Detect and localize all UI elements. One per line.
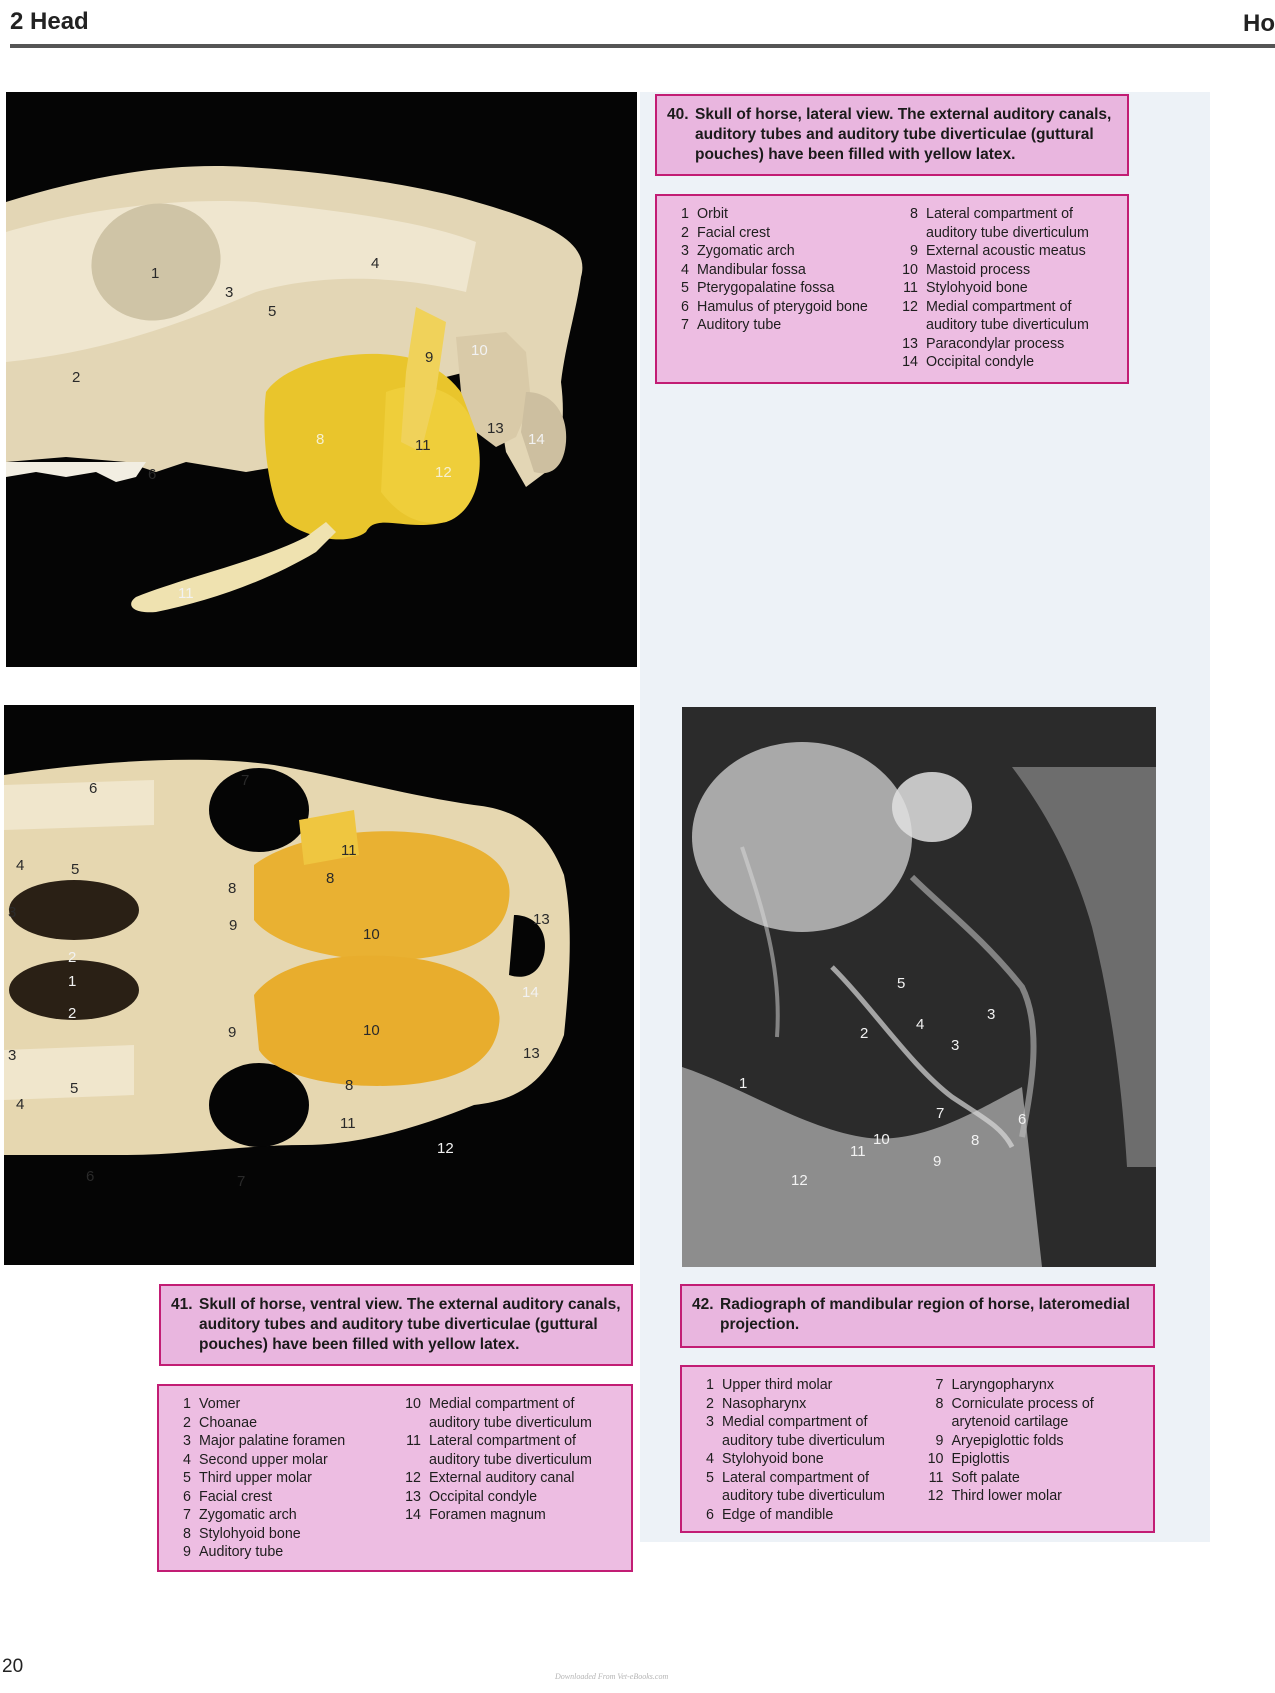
fig41-label: 1 xyxy=(68,973,77,990)
legend-text: Mastoid process xyxy=(926,261,1031,278)
fig41-label: 10 xyxy=(363,1022,380,1039)
legend-number: 14 xyxy=(405,1507,421,1523)
legend-text: Choanae xyxy=(199,1414,258,1431)
legend-text: Epiglottis xyxy=(951,1451,1010,1467)
legend-column xyxy=(892,205,1121,376)
fig41-label: 6 xyxy=(86,1168,95,1185)
legend-text: Hamulus of pterygoid bone xyxy=(697,298,868,315)
legend-number: 1 xyxy=(706,1377,714,1393)
legend-item xyxy=(688,1413,918,1450)
fig41-label: 5 xyxy=(70,1080,79,1097)
fig41-label: 11 xyxy=(340,1115,356,1132)
skull-ventral-illustration xyxy=(4,705,634,1265)
legend-item xyxy=(688,1506,918,1525)
fig42-label: 3 xyxy=(951,1037,960,1054)
running-head: Ho xyxy=(1243,10,1275,37)
fig40-label: 3 xyxy=(225,284,234,301)
legend-item xyxy=(395,1395,625,1432)
footer-watermark: Downloaded From Vet-eBooks.com xyxy=(555,1672,669,1681)
legend-text: Auditory tube xyxy=(697,317,782,333)
legend-number: 9 xyxy=(935,1432,944,1449)
fig41-label: 8 xyxy=(345,1077,354,1094)
legend-text: Third lower molar xyxy=(951,1488,1062,1504)
legend-number: 8 xyxy=(935,1395,944,1412)
skull-lateral-illustration xyxy=(6,92,637,667)
fig41-label: 8 xyxy=(326,870,335,887)
legend-text: Paracondylar process xyxy=(926,335,1065,352)
legend-text: Medial compartment of auditory tube diverticulum xyxy=(429,1396,592,1431)
page-header xyxy=(10,8,1275,48)
chapter-title: 2 Head xyxy=(10,8,89,35)
fig41-label: 7 xyxy=(241,772,250,789)
legend-number: 14 xyxy=(902,354,918,370)
legend-item xyxy=(663,298,892,317)
legend-number: 10 xyxy=(902,261,918,278)
legend-text: Facial crest xyxy=(697,224,771,241)
legend-column xyxy=(688,1376,918,1525)
legend-item xyxy=(918,1450,1148,1469)
legend-column xyxy=(395,1395,625,1564)
legend-text: Occipital condyle xyxy=(926,354,1035,370)
legend-item xyxy=(892,261,1121,280)
fig40-label: 12 xyxy=(435,464,452,481)
fig42-label: 1 xyxy=(739,1075,748,1092)
figure-number: 40. xyxy=(667,106,689,123)
legend-text: Edge of mandible xyxy=(722,1506,834,1523)
fig41-label: 13 xyxy=(533,911,550,928)
fig41-label: 10 xyxy=(363,926,380,943)
legend-item xyxy=(663,205,892,224)
fig42-label: 8 xyxy=(971,1132,980,1149)
fig40-label: 13 xyxy=(487,420,504,437)
fig41-label: 3 xyxy=(8,904,17,921)
fig41-label: 2 xyxy=(68,1005,77,1022)
fig40-label: 11 xyxy=(178,585,194,602)
legend-item xyxy=(165,1488,395,1507)
legend-text: Stylohyoid bone xyxy=(926,280,1028,296)
fig41-label: 9 xyxy=(228,1024,237,1041)
legend-text: Nasopharynx xyxy=(722,1395,807,1412)
legend-item xyxy=(918,1432,1148,1451)
fig40-label: 10 xyxy=(471,342,488,359)
legend-item xyxy=(663,316,892,335)
fig40-label: 8 xyxy=(316,431,325,448)
figure-42-caption-box xyxy=(680,1284,1155,1348)
legend-item xyxy=(892,335,1121,354)
legend-number: 11 xyxy=(928,1469,944,1486)
legend-number: 5 xyxy=(183,1470,191,1486)
legend-number: 7 xyxy=(183,1507,191,1523)
fig42-label: 3 xyxy=(987,1006,996,1023)
figure-41-caption xyxy=(171,1295,621,1355)
legend-number: 8 xyxy=(183,1525,191,1542)
legend-item xyxy=(395,1432,625,1469)
legend-text: Zygomatic arch xyxy=(199,1507,297,1523)
legend-number: 11 xyxy=(903,280,918,296)
legend-item xyxy=(918,1376,1148,1395)
legend-number: 4 xyxy=(183,1451,191,1468)
legend-item xyxy=(663,242,892,261)
fig40-label: 9 xyxy=(425,349,434,366)
fig41-label: 9 xyxy=(229,917,238,934)
legend-text: Lateral compartment of auditory tube diverticulum xyxy=(429,1433,592,1468)
legend-text: Corniculate process of arytenoid cartilage xyxy=(951,1395,1094,1430)
fig41-label: 12 xyxy=(437,1140,454,1157)
legend-item xyxy=(663,279,892,298)
caption-text: Skull of horse, lateral view. The external auditory canals, auditory tubes and auditory tube diverticulae (guttural pouches) have been filled with yellow latex. xyxy=(695,106,1112,163)
legend-item xyxy=(918,1395,1148,1432)
legend-text: Vomer xyxy=(199,1396,241,1412)
legend-text: Orbit xyxy=(697,206,728,222)
fig40-label: 4 xyxy=(371,255,380,272)
figure-40-caption-box xyxy=(655,94,1129,176)
fig41-label: 5 xyxy=(71,861,80,878)
fig41-label: 8 xyxy=(228,880,237,897)
fig42-label: 12 xyxy=(791,1172,808,1189)
legend-text: Soft palate xyxy=(951,1469,1020,1486)
legend-number: 7 xyxy=(681,317,689,333)
figure-40-photo xyxy=(6,92,637,667)
figure-41-legend xyxy=(157,1384,633,1572)
fig40-label: 2 xyxy=(72,369,81,386)
legend-text: Zygomatic arch xyxy=(697,243,795,259)
figure-42-radiograph xyxy=(682,707,1156,1267)
legend-item xyxy=(688,1469,918,1506)
fig41-label: 6 xyxy=(89,780,98,797)
legend-text: Foramen magnum xyxy=(429,1507,546,1523)
fig41-label: 7 xyxy=(237,1173,246,1190)
legend-number: 6 xyxy=(681,298,689,315)
legend-text: Facial crest xyxy=(199,1488,273,1505)
legend-column xyxy=(165,1395,395,1564)
legend-item xyxy=(918,1487,1148,1506)
fig40-label: 1 xyxy=(151,265,160,282)
legend-text: Aryepiglottic folds xyxy=(951,1432,1064,1449)
legend-item xyxy=(688,1395,918,1414)
legend-number: 3 xyxy=(681,243,689,259)
fig41-label: 13 xyxy=(523,1045,540,1062)
figure-42-legend xyxy=(680,1365,1155,1533)
legend-text: External acoustic meatus xyxy=(926,243,1086,259)
fig42-label: 4 xyxy=(916,1016,925,1033)
fig41-label: 2 xyxy=(68,949,77,966)
fig42-label: 10 xyxy=(873,1131,890,1148)
legend-number: 3 xyxy=(183,1433,191,1449)
legend-item xyxy=(688,1450,918,1469)
fig42-label: 5 xyxy=(897,975,906,992)
legend-number: 13 xyxy=(405,1488,421,1505)
legend-item xyxy=(688,1376,918,1395)
figure-42-caption xyxy=(692,1295,1143,1335)
legend-item xyxy=(165,1395,395,1414)
fig42-label: 9 xyxy=(933,1153,942,1170)
legend-item xyxy=(892,353,1121,372)
figure-number: 42. xyxy=(692,1296,714,1313)
fig41-label: 4 xyxy=(16,857,25,874)
legend-number: 7 xyxy=(935,1377,944,1393)
legend-number: 13 xyxy=(902,335,918,352)
figure-40-legend xyxy=(655,194,1129,384)
fig42-label: 11 xyxy=(850,1143,866,1160)
legend-number: 5 xyxy=(706,1469,714,1486)
legend-text: Upper third molar xyxy=(722,1377,833,1393)
legend-number: 10 xyxy=(405,1396,421,1412)
caption-text: Radiograph of mandibular region of horse, lateromedial projection. xyxy=(720,1296,1130,1333)
legend-number: 12 xyxy=(902,298,918,315)
fig41-label: 11 xyxy=(341,842,357,859)
legend-number: 6 xyxy=(706,1506,714,1523)
legend-number: 10 xyxy=(927,1451,944,1467)
legend-column xyxy=(918,1376,1148,1525)
legend-text: Auditory tube xyxy=(199,1544,284,1560)
fig42-label: 7 xyxy=(936,1105,945,1122)
legend-column xyxy=(663,205,892,376)
caption-text: Skull of horse, ventral view. The external auditory canals, auditory tubes and auditory tube diverticulae (guttural pouches) have been filled with yellow latex. xyxy=(199,1296,621,1353)
legend-text: Major palatine foramen xyxy=(199,1433,346,1449)
legend-number: 8 xyxy=(910,206,918,222)
legend-item xyxy=(165,1525,395,1544)
figure-number: 41. xyxy=(171,1296,193,1313)
page-number: 20 xyxy=(2,1656,24,1677)
legend-number: 2 xyxy=(706,1395,714,1412)
legend-item xyxy=(892,279,1121,298)
legend-text: Mandibular fossa xyxy=(697,261,806,278)
legend-text: Stylohyoid bone xyxy=(199,1525,301,1542)
legend-text: Laryngopharynx xyxy=(951,1377,1055,1393)
legend-number: 2 xyxy=(681,224,689,241)
fig40-label: 5 xyxy=(268,303,277,320)
fig42-label: 6 xyxy=(1018,1111,1027,1128)
legend-number: 4 xyxy=(706,1451,714,1467)
legend-number: 12 xyxy=(927,1488,944,1504)
legend-number: 3 xyxy=(706,1414,714,1430)
legend-number: 5 xyxy=(681,280,689,296)
legend-text: Lateral compartment of auditory tube diverticulum xyxy=(722,1469,885,1504)
figure-41-caption-box xyxy=(159,1284,633,1366)
legend-number: 9 xyxy=(183,1544,191,1560)
legend-item xyxy=(165,1432,395,1451)
legend-text: Occipital condyle xyxy=(429,1488,538,1505)
legend-item xyxy=(395,1488,625,1507)
legend-text: Stylohyoid bone xyxy=(722,1451,824,1467)
legend-number: 11 xyxy=(406,1433,421,1449)
legend-item xyxy=(663,224,892,243)
radiograph-illustration xyxy=(682,707,1156,1267)
legend-text: Medial compartment of auditory tube diverticulum xyxy=(722,1414,885,1449)
legend-item xyxy=(663,261,892,280)
legend-number: 1 xyxy=(183,1396,191,1412)
legend-text: Third upper molar xyxy=(199,1470,312,1486)
legend-item xyxy=(892,205,1121,242)
figure-41-photo xyxy=(4,705,634,1265)
legend-item xyxy=(165,1543,395,1562)
legend-item xyxy=(165,1451,395,1470)
legend-number: 2 xyxy=(183,1414,191,1431)
fig40-label: 11 xyxy=(415,437,431,454)
fig42-label: 2 xyxy=(860,1025,869,1042)
fig41-label: 14 xyxy=(522,984,539,1001)
legend-item xyxy=(892,298,1121,335)
legend-item xyxy=(395,1506,625,1525)
legend-number: 12 xyxy=(405,1470,421,1486)
figure-40-caption xyxy=(667,105,1117,165)
legend-text: Pterygopalatine fossa xyxy=(697,280,835,296)
legend-number: 4 xyxy=(681,261,689,278)
legend-number: 6 xyxy=(183,1488,191,1505)
legend-item xyxy=(892,242,1121,261)
legend-item xyxy=(165,1414,395,1433)
legend-text: Second upper molar xyxy=(199,1451,328,1468)
legend-number: 1 xyxy=(681,206,689,222)
legend-text: Medial compartment of auditory tube diverticulum xyxy=(926,298,1089,333)
legend-text: External auditory canal xyxy=(429,1470,575,1486)
legend-item xyxy=(165,1506,395,1525)
legend-number: 9 xyxy=(910,243,918,259)
legend-item xyxy=(165,1469,395,1488)
fig41-label: 4 xyxy=(16,1096,25,1113)
legend-item xyxy=(918,1469,1148,1488)
fig41-label: 3 xyxy=(8,1047,17,1064)
fig40-label: 14 xyxy=(528,431,545,448)
fig40-label: 6 xyxy=(148,466,157,483)
legend-item xyxy=(395,1469,625,1488)
legend-text: Lateral compartment of auditory tube diverticulum xyxy=(926,206,1089,241)
